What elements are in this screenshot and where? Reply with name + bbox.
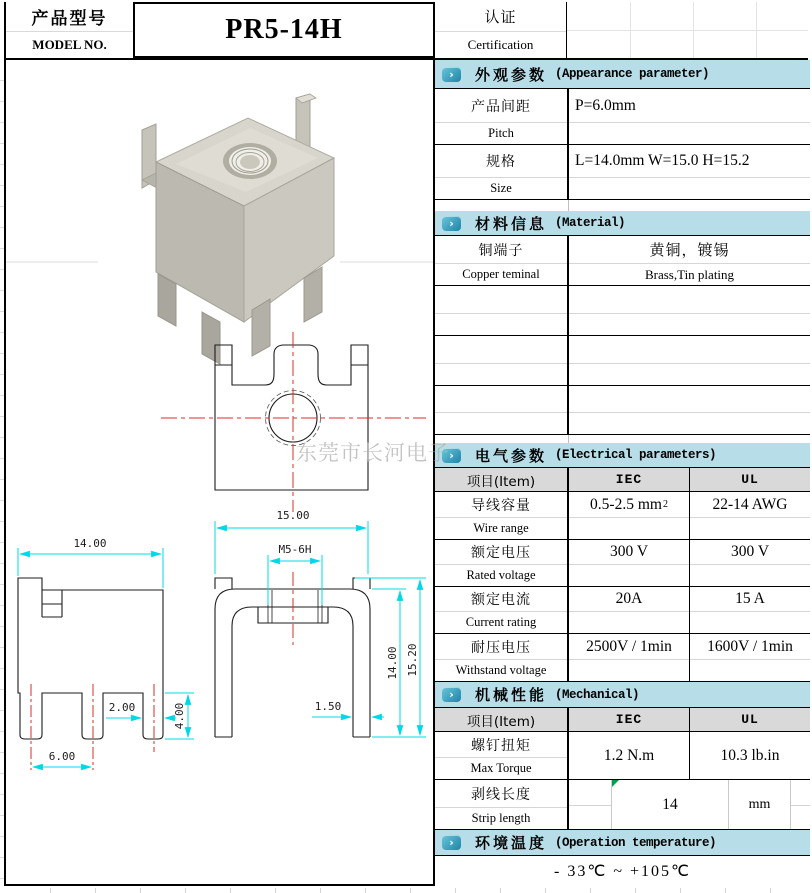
section-mechanical-header (435, 682, 810, 708)
current-rating-ul: 15 A (690, 587, 810, 612)
watermark: 东莞市长河电子 (296, 441, 450, 465)
torque-label-en: Max Torque (470, 761, 532, 775)
copper-value-en: Brass,Tin plating (644, 266, 735, 282)
mechanical-column-header (435, 708, 810, 732)
material-empty-row (435, 336, 810, 386)
chevron-right-icon: › (442, 448, 461, 463)
dim-leg-pitch-text: 6.00 (48, 750, 76, 763)
temperature-value-row (435, 856, 810, 886)
dim-leg-thickness-text: 1.50 (314, 700, 342, 713)
model-label-zh: 产品型号 (6, 2, 133, 32)
model-number: PR5-14H (225, 14, 343, 45)
strip-length-unit: mm (729, 780, 791, 829)
strip-empty-cell (569, 780, 612, 829)
material-title-en: (Material) (555, 216, 626, 230)
chevron-right-icon: › (442, 687, 461, 702)
item-column-label: 项目(Item) (435, 708, 569, 731)
current-rating-iec: 20A (569, 587, 689, 612)
electrical-title-en: (Electrical parameters) (555, 448, 717, 462)
strip-empty-cell (791, 780, 810, 829)
certification-label-zh: 认证 (435, 2, 566, 32)
appearance-title-en: (Appearance parameter) (555, 67, 710, 81)
dim-overall-height-text: 15.20 (406, 643, 419, 677)
strip-length-value: 14 (612, 780, 729, 829)
dim-leg-height-text: 4.00 (173, 702, 186, 730)
pitch-label-zh: 产品间距 (435, 89, 567, 123)
top-view-centerlines (161, 332, 426, 512)
dim-inner-height (372, 589, 406, 735)
dim-side-width (215, 509, 368, 574)
copper-label-en: Copper teminal (462, 267, 540, 281)
torque-iec: 1.2 N.m (569, 732, 690, 779)
section-temperature-header (435, 830, 810, 856)
certification-label-en: Certification (467, 37, 534, 52)
chevron-right-icon: › (442, 67, 461, 82)
certification-cell (435, 2, 567, 58)
rated-voltage-label-en: Rated voltage (466, 568, 536, 582)
copper-terminal-row (435, 236, 810, 286)
appearance-title-zh: 外观参数 (475, 65, 548, 84)
copper-label-zh: 铜端子 (435, 236, 567, 264)
current-rating-row (435, 587, 810, 634)
rated-voltage-iec: 300 V (569, 540, 689, 565)
model-number-cell (133, 2, 435, 58)
dim-thread-text: M5-6H (278, 543, 312, 556)
withstand-voltage-label-zh: 耐压电压 (435, 634, 567, 660)
mechanical-title-zh: 机械性能 (475, 686, 548, 704)
strip-length-row (435, 780, 810, 830)
dim-front-width (18, 537, 163, 588)
section-appearance-header (435, 60, 810, 89)
dim-thread (268, 543, 322, 605)
ul-column-label: UL (741, 712, 759, 727)
wire-range-iec: 0.5-2.5 mm 2 (569, 492, 689, 518)
chevron-right-icon: › (442, 835, 461, 850)
wire-range-row (435, 492, 810, 540)
pitch-row (435, 89, 810, 145)
certification-value-cell (567, 2, 808, 58)
rated-voltage-ul: 300 V (690, 540, 810, 565)
dim-front-width-text: 14.00 (73, 537, 107, 550)
copper-value-zh: 黄铜，镀锡 (569, 236, 810, 264)
temperature-title-zh: 环境温度 (475, 834, 548, 852)
dim-leg-width-text: 2.00 (108, 701, 136, 714)
wire-range-ul: 22-14 AWG (690, 492, 810, 518)
size-label-zh: 规格 (435, 145, 567, 178)
chevron-right-icon: › (442, 216, 461, 231)
dim-leg-pitch (33, 750, 91, 767)
temperature-title-en: (Operation temperature) (555, 835, 717, 850)
wire-range-label-zh: 导线容量 (435, 492, 567, 518)
spec-table (433, 60, 810, 886)
strip-length-label-zh: 剥线长度 (435, 780, 567, 808)
torque-ul: 10.3 lb.in (720, 746, 780, 764)
mechanical-title-en: (Mechanical) (555, 687, 640, 702)
pitch-label-en: Pitch (488, 126, 514, 140)
temperature-value: - 33℃ ~ +105℃ (554, 863, 691, 880)
electrical-title-zh: 电气参数 (475, 446, 548, 465)
strip-length-label-en: Strip length (471, 811, 531, 825)
torque-label-zh: 螺钉扭矩 (435, 732, 567, 758)
current-rating-label-zh: 额定电流 (435, 587, 567, 612)
model-label-cell (4, 2, 133, 58)
material-title-zh: 材料信息 (475, 214, 548, 233)
sheet-gridline-ticks-bottom (6, 888, 808, 893)
size-row (435, 145, 810, 200)
model-label-en: MODEL NO. (32, 37, 107, 52)
front-view-drawing (18, 578, 163, 739)
section-electrical-header (435, 443, 810, 468)
withstand-voltage-label-en: Withstand voltage (455, 663, 547, 677)
torque-row (435, 732, 810, 780)
dim-side-width-text: 15.00 (276, 509, 310, 522)
withstand-voltage-iec: 2500V / 1min (569, 634, 689, 660)
current-rating-label-en: Current rating (465, 615, 537, 629)
rated-voltage-row (435, 540, 810, 587)
wire-range-label-en: Wire range (473, 521, 529, 535)
iec-column-label: IEC (569, 468, 690, 491)
product-photo (98, 60, 340, 364)
electrical-column-header (435, 468, 810, 492)
dim-leg-thickness (312, 700, 384, 717)
comment-flag-icon (612, 780, 619, 787)
withstand-voltage-row (435, 634, 810, 682)
iec-column-label: IEC (569, 708, 690, 731)
dim-leg-height (165, 693, 194, 739)
item-column-label: 项目(Item) (435, 468, 569, 491)
pitch-value: P=6.0mm (569, 89, 810, 123)
section-material-header (435, 211, 810, 236)
size-value: L=14.0mm W=15.0 H=15.2 (569, 145, 810, 178)
dim-inner-height-text: 14.00 (386, 646, 399, 680)
spacer-row (435, 435, 810, 443)
spacer-row (435, 200, 810, 211)
material-empty-row (435, 386, 810, 435)
dim-leg-width (106, 701, 176, 718)
drawing-area (6, 60, 433, 886)
size-label-en: Size (490, 181, 512, 195)
withstand-voltage-ul: 1600V / 1min (690, 634, 810, 660)
ul-column-label: UL (741, 472, 759, 487)
rated-voltage-label-zh: 额定电压 (435, 540, 567, 565)
material-empty-row (435, 286, 810, 336)
